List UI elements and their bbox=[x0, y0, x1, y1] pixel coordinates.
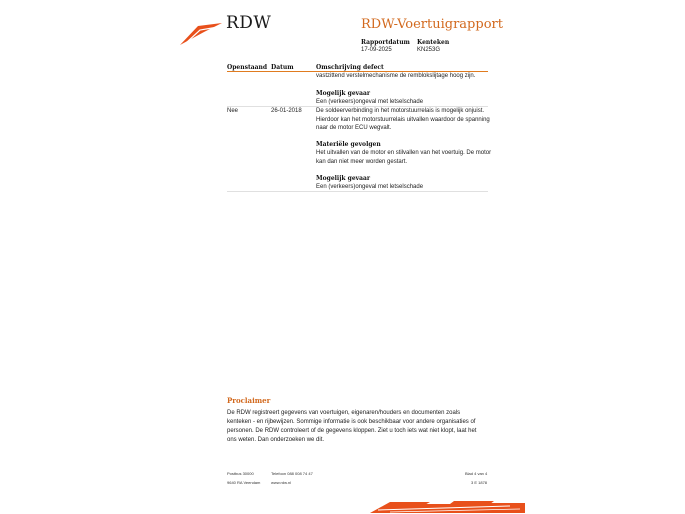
report-date-label: Rapportdatum bbox=[361, 39, 410, 46]
continued-danger-text: Een (verkeers)ongeval met letselschade bbox=[316, 99, 424, 105]
continued-danger-label: Mogelijk gevaar bbox=[316, 90, 371, 97]
footer-postbus: Postbus 30000 bbox=[227, 471, 254, 476]
brand-name: RDW bbox=[226, 13, 272, 33]
row-consequence-line-2: kan dan niet meer worden gestart. bbox=[316, 158, 408, 165]
report-title: RDW-Voertuigrapport bbox=[361, 17, 503, 32]
footer-stripes-decoration bbox=[370, 499, 525, 514]
plate-label: Kenteken bbox=[417, 39, 450, 46]
plate-value: KN253G bbox=[417, 47, 441, 53]
column-header-description: Omschrijving defect bbox=[316, 64, 384, 71]
rdw-logo-icon bbox=[178, 20, 222, 46]
row-danger-text: Een (verkeers)ongeval met letselschade bbox=[316, 184, 424, 190]
row-description-line-2: Hierdoor kan het motorstuurrelais uitvallen waardoor de spanning bbox=[316, 116, 490, 123]
disclaimer-text: De RDW registreert gegevens van voertuigen, eigenaren/houders en documenten zoals kenteken - en rijbewijzen. Sommige informatie is ook beschikbaar voor andere organisaties of personen. De RDW controleert of de gegevens kloppen. Ziet u toch iets wat niet klopt, laat het ons weten. Dan onderzoeken we dit. bbox=[227, 410, 477, 443]
row-consequence-line-1: Het uitvallen van de motor en stilvallen van het voertuig. De motor bbox=[316, 150, 492, 156]
footer-page: Blad 4 van 4 bbox=[465, 471, 488, 476]
footer-website[interactable]: www.rdw.nl bbox=[271, 480, 292, 485]
row-date: 26-01-2018 bbox=[271, 108, 302, 114]
disclaimer-title: Proclaimer bbox=[227, 396, 271, 405]
row-open: Nee bbox=[227, 108, 239, 114]
footer-phone: Telefoon 088 008 74 47 bbox=[271, 471, 313, 476]
table-end-rule bbox=[227, 191, 488, 192]
report-date: 17-09-2025 bbox=[361, 47, 392, 53]
row-consequence-label: Materiële gevolgen bbox=[316, 141, 381, 148]
footer-code: 3 E 1878 bbox=[471, 480, 488, 485]
continued-description: vastzittend verstelmechanisme de remblokslijtage hoog zijn. bbox=[316, 73, 476, 79]
row-description-line-1: De soldeerverbinding in het motorstuurrelais is mogelijk onjuist. bbox=[316, 108, 485, 114]
column-header-open: Openstaand bbox=[227, 64, 268, 71]
footer-city: 9640 RA Veendam bbox=[227, 480, 261, 485]
row-danger-label: Mogelijk gevaar bbox=[316, 175, 371, 182]
row-description-line-3: naar de motor ECU wegvalt. bbox=[316, 125, 392, 132]
column-header-date: Datum bbox=[271, 64, 294, 71]
